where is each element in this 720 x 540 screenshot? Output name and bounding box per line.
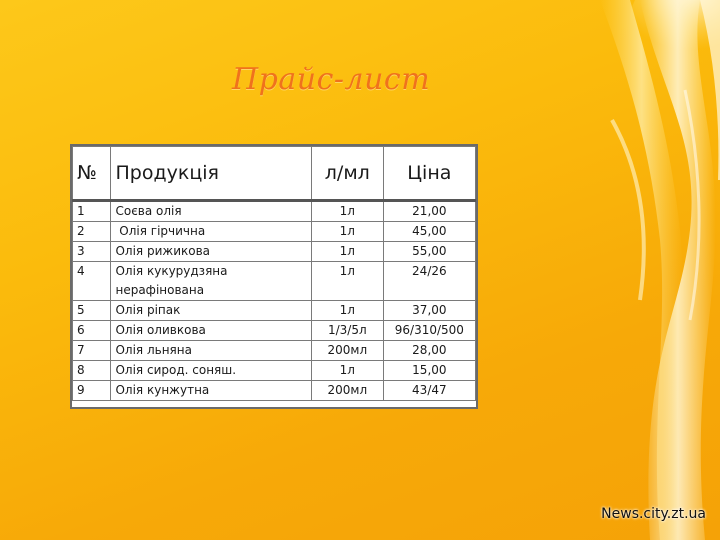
- row-price: 43/47: [383, 381, 475, 401]
- row-product: Олія сирод. соняш.: [111, 361, 311, 381]
- row-product: Олія кунжутна: [111, 381, 311, 401]
- table-row: [73, 361, 476, 381]
- table-row: [73, 201, 476, 222]
- table-row: [73, 321, 476, 341]
- column-header-price: Ціна: [383, 147, 475, 201]
- row-price: 24/26: [383, 262, 475, 301]
- row-price: 15,00: [383, 361, 475, 381]
- row-number: 7: [73, 341, 111, 361]
- row-volume: 1л: [311, 201, 383, 222]
- row-number: 9: [73, 381, 111, 401]
- row-price: 96/310/500: [383, 321, 475, 341]
- row-price: 45,00: [383, 222, 475, 242]
- price-table: [72, 146, 476, 401]
- row-volume: 1/3/5л: [311, 321, 383, 341]
- table-row: [73, 341, 476, 361]
- table-row: [73, 381, 476, 401]
- row-number: 1: [73, 201, 111, 222]
- row-product: Олія кукурудзяна нерафінована: [111, 262, 311, 301]
- table-row: [73, 262, 476, 301]
- row-product: Олія льняна: [111, 341, 311, 361]
- row-number: 5: [73, 301, 111, 321]
- row-price: 37,00: [383, 301, 475, 321]
- row-volume: 200мл: [311, 341, 383, 361]
- table-header-row: [73, 147, 476, 201]
- row-number: 2: [73, 222, 111, 242]
- row-volume: 1л: [311, 242, 383, 262]
- table-row: [73, 301, 476, 321]
- row-product: Олія оливкова: [111, 321, 311, 341]
- row-product: Соєва олія: [111, 201, 311, 222]
- page-title: Прайс-лист: [232, 62, 431, 97]
- row-product: Олія рижикова: [111, 242, 311, 262]
- row-volume: 1л: [311, 301, 383, 321]
- row-volume: 1л: [311, 262, 383, 301]
- row-price: 28,00: [383, 341, 475, 361]
- row-volume: 200мл: [311, 381, 383, 401]
- row-number: 4: [73, 262, 111, 301]
- row-volume: 1л: [311, 222, 383, 242]
- row-price: 21,00: [383, 201, 475, 222]
- column-header-product: Продукція: [111, 147, 311, 201]
- source-watermark: News.city.zt.ua: [601, 506, 706, 522]
- table-row: [73, 242, 476, 262]
- row-number: 8: [73, 361, 111, 381]
- row-number: 3: [73, 242, 111, 262]
- row-product: Олія ріпак: [111, 301, 311, 321]
- row-price: 55,00: [383, 242, 475, 262]
- column-header-number: №: [73, 147, 111, 201]
- column-header-volume: л/мл: [311, 147, 383, 201]
- row-number: 6: [73, 321, 111, 341]
- price-table-container: [70, 144, 478, 409]
- row-product: Олія гірчична: [111, 222, 311, 242]
- row-volume: 1л: [311, 361, 383, 381]
- table-row: [73, 222, 476, 242]
